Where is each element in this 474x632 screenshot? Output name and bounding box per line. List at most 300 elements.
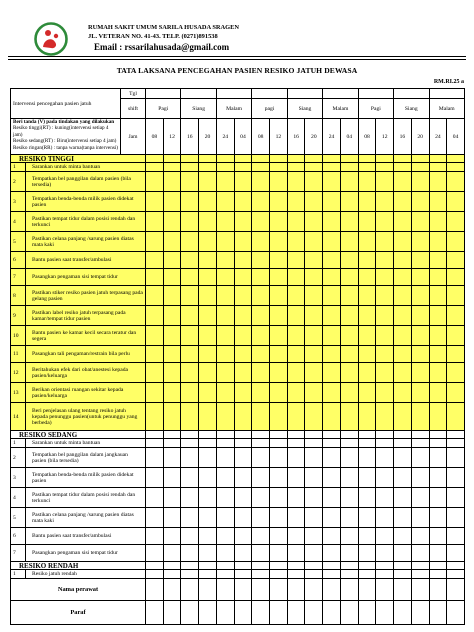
check-cell[interactable] (305, 448, 323, 468)
check-cell[interactable] (411, 269, 429, 286)
check-cell[interactable] (287, 252, 305, 269)
check-cell[interactable] (429, 508, 447, 528)
check-cell[interactable] (252, 172, 270, 192)
signature-cell[interactable] (270, 579, 288, 601)
check-cell[interactable] (252, 269, 270, 286)
check-cell[interactable] (287, 163, 305, 172)
check-cell[interactable] (447, 448, 465, 468)
check-cell[interactable] (376, 488, 394, 508)
check-cell[interactable] (146, 508, 164, 528)
check-cell[interactable] (234, 488, 252, 508)
check-cell[interactable] (305, 155, 323, 163)
check-cell[interactable] (270, 488, 288, 508)
signature-cell[interactable] (163, 579, 181, 601)
check-cell[interactable] (252, 448, 270, 468)
check-cell[interactable] (252, 363, 270, 383)
check-cell[interactable] (252, 528, 270, 545)
check-cell[interactable] (181, 269, 199, 286)
check-cell[interactable] (340, 448, 358, 468)
check-cell[interactable] (429, 172, 447, 192)
check-cell[interactable] (146, 155, 164, 163)
check-cell[interactable] (270, 346, 288, 363)
check-cell[interactable] (358, 363, 376, 383)
check-cell[interactable] (252, 306, 270, 326)
check-cell[interactable] (429, 545, 447, 562)
check-cell[interactable] (323, 172, 341, 192)
check-cell[interactable] (429, 155, 447, 163)
check-cell[interactable] (323, 403, 341, 431)
check-cell[interactable] (234, 508, 252, 528)
check-cell[interactable] (287, 363, 305, 383)
check-cell[interactable] (163, 155, 181, 163)
check-cell[interactable] (163, 448, 181, 468)
check-cell[interactable] (163, 269, 181, 286)
check-cell[interactable] (199, 383, 217, 403)
check-cell[interactable] (181, 212, 199, 232)
check-cell[interactable] (411, 439, 429, 448)
check-cell[interactable] (323, 269, 341, 286)
check-cell[interactable] (323, 306, 341, 326)
check-cell[interactable] (340, 363, 358, 383)
check-cell[interactable] (340, 439, 358, 448)
check-cell[interactable] (411, 346, 429, 363)
check-cell[interactable] (411, 192, 429, 212)
check-cell[interactable] (287, 326, 305, 346)
check-cell[interactable] (270, 570, 288, 579)
check-cell[interactable] (447, 570, 465, 579)
check-cell[interactable] (234, 286, 252, 306)
check-cell[interactable] (287, 570, 305, 579)
check-cell[interactable] (199, 508, 217, 528)
check-cell[interactable] (394, 528, 412, 545)
check-cell[interactable] (287, 448, 305, 468)
check-cell[interactable] (234, 306, 252, 326)
check-cell[interactable] (305, 562, 323, 570)
signature-cell[interactable] (394, 601, 412, 625)
check-cell[interactable] (411, 326, 429, 346)
signature-cell[interactable] (429, 579, 447, 601)
check-cell[interactable] (358, 545, 376, 562)
check-cell[interactable] (234, 252, 252, 269)
check-cell[interactable] (323, 212, 341, 232)
check-cell[interactable] (216, 346, 234, 363)
signature-cell[interactable] (216, 601, 234, 625)
check-cell[interactable] (287, 528, 305, 545)
check-cell[interactable] (305, 346, 323, 363)
check-cell[interactable] (305, 192, 323, 212)
check-cell[interactable] (394, 163, 412, 172)
check-cell[interactable] (323, 562, 341, 570)
check-cell[interactable] (429, 363, 447, 383)
check-cell[interactable] (181, 528, 199, 545)
check-cell[interactable] (252, 403, 270, 431)
check-cell[interactable] (234, 163, 252, 172)
check-cell[interactable] (146, 528, 164, 545)
check-cell[interactable] (163, 232, 181, 252)
signature-cell[interactable] (323, 601, 341, 625)
check-cell[interactable] (358, 286, 376, 306)
check-cell[interactable] (358, 326, 376, 346)
check-cell[interactable] (429, 448, 447, 468)
check-cell[interactable] (146, 363, 164, 383)
check-cell[interactable] (199, 545, 217, 562)
check-cell[interactable] (287, 545, 305, 562)
signature-cell[interactable] (394, 579, 412, 601)
check-cell[interactable] (340, 163, 358, 172)
check-cell[interactable] (340, 172, 358, 192)
check-cell[interactable] (270, 448, 288, 468)
check-cell[interactable] (447, 403, 465, 431)
check-cell[interactable] (234, 570, 252, 579)
check-cell[interactable] (181, 570, 199, 579)
check-cell[interactable] (323, 570, 341, 579)
date-cell[interactable] (216, 89, 251, 99)
check-cell[interactable] (252, 570, 270, 579)
check-cell[interactable] (376, 528, 394, 545)
check-cell[interactable] (305, 431, 323, 439)
check-cell[interactable] (252, 155, 270, 163)
check-cell[interactable] (358, 528, 376, 545)
check-cell[interactable] (287, 192, 305, 212)
check-cell[interactable] (394, 508, 412, 528)
check-cell[interactable] (216, 252, 234, 269)
check-cell[interactable] (181, 383, 199, 403)
check-cell[interactable] (146, 488, 164, 508)
check-cell[interactable] (216, 439, 234, 448)
check-cell[interactable] (270, 383, 288, 403)
check-cell[interactable] (447, 545, 465, 562)
check-cell[interactable] (270, 192, 288, 212)
check-cell[interactable] (199, 252, 217, 269)
check-cell[interactable] (163, 528, 181, 545)
check-cell[interactable] (358, 448, 376, 468)
check-cell[interactable] (287, 172, 305, 192)
check-cell[interactable] (252, 346, 270, 363)
check-cell[interactable] (199, 570, 217, 579)
check-cell[interactable] (287, 468, 305, 488)
check-cell[interactable] (252, 163, 270, 172)
check-cell[interactable] (163, 286, 181, 306)
check-cell[interactable] (252, 508, 270, 528)
check-cell[interactable] (234, 172, 252, 192)
check-cell[interactable] (199, 488, 217, 508)
check-cell[interactable] (411, 403, 429, 431)
check-cell[interactable] (394, 192, 412, 212)
check-cell[interactable] (429, 403, 447, 431)
signature-cell[interactable] (252, 579, 270, 601)
check-cell[interactable] (323, 383, 341, 403)
check-cell[interactable] (394, 252, 412, 269)
check-cell[interactable] (287, 286, 305, 306)
check-cell[interactable] (411, 363, 429, 383)
check-cell[interactable] (270, 431, 288, 439)
check-cell[interactable] (234, 431, 252, 439)
check-cell[interactable] (394, 448, 412, 468)
check-cell[interactable] (163, 172, 181, 192)
check-cell[interactable] (358, 403, 376, 431)
check-cell[interactable] (411, 155, 429, 163)
check-cell[interactable] (270, 363, 288, 383)
check-cell[interactable] (216, 488, 234, 508)
check-cell[interactable] (394, 172, 412, 192)
signature-cell[interactable] (429, 601, 447, 625)
check-cell[interactable] (146, 212, 164, 232)
check-cell[interactable] (287, 562, 305, 570)
check-cell[interactable] (234, 562, 252, 570)
check-cell[interactable] (305, 488, 323, 508)
check-cell[interactable] (146, 192, 164, 212)
signature-cell[interactable] (411, 579, 429, 601)
check-cell[interactable] (429, 252, 447, 269)
check-cell[interactable] (429, 192, 447, 212)
check-cell[interactable] (181, 346, 199, 363)
check-cell[interactable] (287, 212, 305, 232)
check-cell[interactable] (376, 326, 394, 346)
check-cell[interactable] (216, 232, 234, 252)
check-cell[interactable] (252, 326, 270, 346)
check-cell[interactable] (181, 252, 199, 269)
check-cell[interactable] (287, 306, 305, 326)
check-cell[interactable] (429, 431, 447, 439)
check-cell[interactable] (447, 363, 465, 383)
signature-cell[interactable] (305, 579, 323, 601)
check-cell[interactable] (340, 468, 358, 488)
check-cell[interactable] (376, 431, 394, 439)
check-cell[interactable] (163, 383, 181, 403)
check-cell[interactable] (199, 163, 217, 172)
check-cell[interactable] (216, 192, 234, 212)
check-cell[interactable] (305, 528, 323, 545)
check-cell[interactable] (447, 528, 465, 545)
check-cell[interactable] (234, 545, 252, 562)
check-cell[interactable] (376, 232, 394, 252)
check-cell[interactable] (163, 431, 181, 439)
check-cell[interactable] (270, 172, 288, 192)
check-cell[interactable] (340, 383, 358, 403)
check-cell[interactable] (411, 528, 429, 545)
check-cell[interactable] (323, 346, 341, 363)
check-cell[interactable] (323, 439, 341, 448)
signature-cell[interactable] (358, 601, 376, 625)
check-cell[interactable] (287, 488, 305, 508)
check-cell[interactable] (447, 508, 465, 528)
check-cell[interactable] (323, 155, 341, 163)
check-cell[interactable] (323, 528, 341, 545)
check-cell[interactable] (163, 545, 181, 562)
check-cell[interactable] (323, 163, 341, 172)
check-cell[interactable] (199, 326, 217, 346)
check-cell[interactable] (394, 232, 412, 252)
signature-cell[interactable] (146, 579, 164, 601)
check-cell[interactable] (216, 163, 234, 172)
check-cell[interactable] (340, 346, 358, 363)
signature-cell[interactable] (305, 601, 323, 625)
check-cell[interactable] (340, 192, 358, 212)
check-cell[interactable] (163, 163, 181, 172)
check-cell[interactable] (358, 431, 376, 439)
check-cell[interactable] (376, 286, 394, 306)
check-cell[interactable] (358, 163, 376, 172)
check-cell[interactable] (216, 528, 234, 545)
check-cell[interactable] (305, 172, 323, 192)
check-cell[interactable] (429, 488, 447, 508)
check-cell[interactable] (411, 545, 429, 562)
check-cell[interactable] (181, 439, 199, 448)
check-cell[interactable] (146, 448, 164, 468)
check-cell[interactable] (376, 383, 394, 403)
check-cell[interactable] (216, 403, 234, 431)
check-cell[interactable] (270, 155, 288, 163)
signature-cell[interactable] (199, 601, 217, 625)
check-cell[interactable] (305, 232, 323, 252)
check-cell[interactable] (358, 252, 376, 269)
check-cell[interactable] (163, 306, 181, 326)
check-cell[interactable] (411, 468, 429, 488)
check-cell[interactable] (146, 269, 164, 286)
check-cell[interactable] (199, 346, 217, 363)
check-cell[interactable] (305, 508, 323, 528)
check-cell[interactable] (340, 269, 358, 286)
check-cell[interactable] (411, 448, 429, 468)
check-cell[interactable] (340, 403, 358, 431)
check-cell[interactable] (358, 192, 376, 212)
check-cell[interactable] (199, 403, 217, 431)
check-cell[interactable] (181, 192, 199, 212)
check-cell[interactable] (394, 346, 412, 363)
check-cell[interactable] (305, 383, 323, 403)
check-cell[interactable] (252, 468, 270, 488)
signature-cell[interactable] (447, 579, 465, 601)
check-cell[interactable] (199, 286, 217, 306)
check-cell[interactable] (340, 212, 358, 232)
date-cell[interactable] (394, 89, 429, 99)
check-cell[interactable] (447, 155, 465, 163)
check-cell[interactable] (163, 212, 181, 232)
check-cell[interactable] (216, 570, 234, 579)
check-cell[interactable] (305, 439, 323, 448)
check-cell[interactable] (394, 286, 412, 306)
date-cell[interactable] (358, 89, 393, 99)
check-cell[interactable] (146, 306, 164, 326)
check-cell[interactable] (429, 212, 447, 232)
check-cell[interactable] (323, 326, 341, 346)
check-cell[interactable] (287, 269, 305, 286)
check-cell[interactable] (287, 346, 305, 363)
check-cell[interactable] (146, 346, 164, 363)
check-cell[interactable] (234, 232, 252, 252)
check-cell[interactable] (411, 562, 429, 570)
check-cell[interactable] (394, 212, 412, 232)
check-cell[interactable] (429, 232, 447, 252)
check-cell[interactable] (216, 383, 234, 403)
check-cell[interactable] (305, 269, 323, 286)
check-cell[interactable] (234, 326, 252, 346)
check-cell[interactable] (376, 346, 394, 363)
check-cell[interactable] (163, 326, 181, 346)
check-cell[interactable] (429, 326, 447, 346)
check-cell[interactable] (323, 232, 341, 252)
check-cell[interactable] (146, 403, 164, 431)
check-cell[interactable] (216, 269, 234, 286)
check-cell[interactable] (376, 570, 394, 579)
check-cell[interactable] (447, 306, 465, 326)
check-cell[interactable] (146, 383, 164, 403)
check-cell[interactable] (234, 346, 252, 363)
signature-cell[interactable] (358, 579, 376, 601)
check-cell[interactable] (394, 570, 412, 579)
check-cell[interactable] (411, 431, 429, 439)
check-cell[interactable] (394, 403, 412, 431)
signature-cell[interactable] (270, 601, 288, 625)
check-cell[interactable] (429, 528, 447, 545)
check-cell[interactable] (447, 488, 465, 508)
check-cell[interactable] (163, 488, 181, 508)
check-cell[interactable] (216, 286, 234, 306)
check-cell[interactable] (305, 163, 323, 172)
check-cell[interactable] (376, 269, 394, 286)
check-cell[interactable] (376, 508, 394, 528)
check-cell[interactable] (287, 383, 305, 403)
check-cell[interactable] (394, 431, 412, 439)
check-cell[interactable] (394, 269, 412, 286)
check-cell[interactable] (340, 562, 358, 570)
check-cell[interactable] (429, 269, 447, 286)
check-cell[interactable] (163, 468, 181, 488)
check-cell[interactable] (287, 431, 305, 439)
check-cell[interactable] (234, 439, 252, 448)
check-cell[interactable] (323, 252, 341, 269)
check-cell[interactable] (376, 172, 394, 192)
check-cell[interactable] (163, 403, 181, 431)
check-cell[interactable] (199, 232, 217, 252)
check-cell[interactable] (234, 403, 252, 431)
check-cell[interactable] (358, 346, 376, 363)
check-cell[interactable] (447, 562, 465, 570)
check-cell[interactable] (340, 508, 358, 528)
check-cell[interactable] (323, 468, 341, 488)
check-cell[interactable] (340, 155, 358, 163)
check-cell[interactable] (216, 172, 234, 192)
check-cell[interactable] (305, 363, 323, 383)
check-cell[interactable] (181, 363, 199, 383)
check-cell[interactable] (287, 508, 305, 528)
check-cell[interactable] (146, 252, 164, 269)
check-cell[interactable] (394, 562, 412, 570)
check-cell[interactable] (146, 431, 164, 439)
check-cell[interactable] (394, 363, 412, 383)
check-cell[interactable] (447, 326, 465, 346)
check-cell[interactable] (323, 192, 341, 212)
check-cell[interactable] (146, 545, 164, 562)
check-cell[interactable] (340, 286, 358, 306)
check-cell[interactable] (199, 306, 217, 326)
check-cell[interactable] (216, 212, 234, 232)
check-cell[interactable] (163, 346, 181, 363)
check-cell[interactable] (199, 528, 217, 545)
check-cell[interactable] (340, 232, 358, 252)
check-cell[interactable] (181, 545, 199, 562)
check-cell[interactable] (394, 468, 412, 488)
signature-cell[interactable] (163, 601, 181, 625)
date-cell[interactable] (252, 89, 287, 99)
check-cell[interactable] (323, 508, 341, 528)
check-cell[interactable] (234, 155, 252, 163)
date-cell[interactable] (287, 89, 322, 99)
check-cell[interactable] (270, 562, 288, 570)
check-cell[interactable] (340, 306, 358, 326)
check-cell[interactable] (270, 212, 288, 232)
check-cell[interactable] (411, 383, 429, 403)
